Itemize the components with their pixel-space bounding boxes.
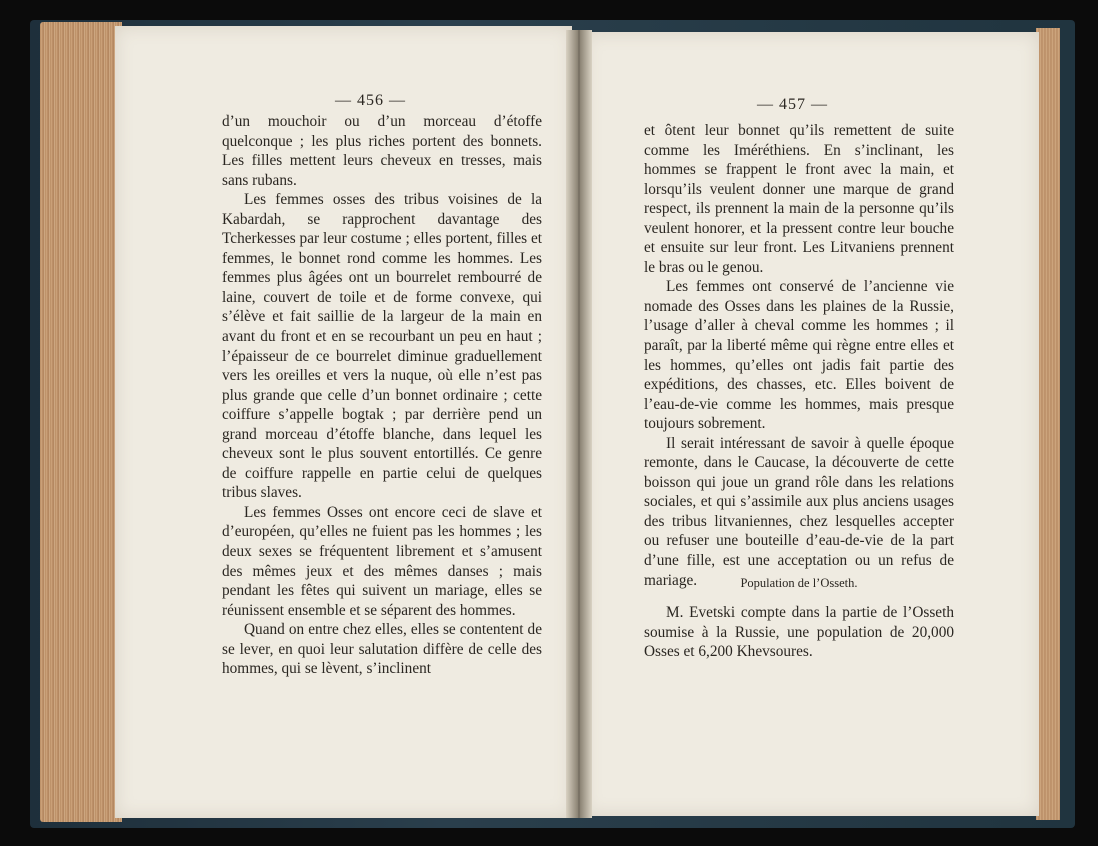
paragraph: M. Evetski compte dans la partie de l’Osseth soumise à la Russie, une population de 20,000 Osses et 6,200 Khevsoures.	[644, 604, 954, 661]
left-page-edges	[40, 22, 122, 822]
paragraph: Il serait intéressant de savoir à quelle époque remonte, dans le Caucase, la découverte de cette boisson qui joue un grand rôle dans les relations sociales, et qui s’assimile aux plus anciens usages des tribus litvaniennes, chez lesquelles accepter ou refuser une bouteille d’eau-de-vie de la part d’une fille, est une acceptation ou un refus de mariage.	[644, 434, 954, 589]
paragraph: et ôtent leur bonnet qu’ils remettent de suite comme les Iméréthiens. En s’inclinant, les hommes se frappent le front avec la main, et lorsqu’ils veulent donner une marque de grand respect, ils prennent la main de la personne qu’ils veulent honorer, et la pressent contre leur bouche et ensuite sur leur front. Les Litvaniens prennent le bras ou le genou.	[644, 122, 954, 276]
right-page-text	[644, 121, 954, 590]
section-body	[644, 603, 954, 662]
left-page-number: — 456 —	[335, 92, 406, 109]
paragraph: Quand on entre chez elles, elles se contentent de se lever, en quoi leur salutation diffère de celle des hommes, qui se lèvent, s’inclinent	[222, 621, 542, 678]
paragraph: Les femmes Osses ont encore ceci de slave et d’européen, qu’elles ne fuient pas les hommes ; les deux sexes se fréquentent librement et s’amusent des mêmes jeux et des mêmes danses ; mais pendant les fêtes qui suivent un mariage, elles se réunissent ensemble et se séparent des hommes.	[222, 503, 542, 619]
paragraph: d’un mouchoir ou d’un morceau d’étoffe quelconque ; les plus riches portent des bonnets. Les filles mettent leurs cheveux en tresses, mais sans rubans.	[222, 113, 542, 189]
right-page-edges	[1036, 28, 1060, 820]
book-gutter	[566, 30, 592, 818]
right-page-number: — 457 —	[757, 96, 828, 113]
paragraph: Les femmes ont conservé de l’ancienne vie nomade des Osses dans les plaines de la Russie, l’usage d’aller à cheval comme les hommes ; il paraît, par la liberté même qui règne entre elles et les hommes, qu’elles ont jadis fait partie des expéditions, des chasses, etc. Elles boivent de l’eau-de-vie comme les hommes, mais presque toujours sobrement.	[644, 278, 954, 433]
left-page-text	[222, 112, 542, 679]
section-heading: Population de l’Osseth.	[740, 576, 858, 590]
paragraph: Les femmes osses des tribus voisines de la Kabardah, se rapprochent davantage des Tcherkesses par leur costume ; elles portent, filles et femmes, le bonnet rond comme les hommes. Les femmes plus âgées ont un bourrelet rembourré de laine, couvert de toile et de forme convexe, qui s’élève et fait saillie de la largeur de la main en avant du front et en se recourbant un peu en haut ; l’épaisseur de ce bourrelet diminue graduellement vers les oreilles et vers la nuque, où elle n’est pas plus grande que celle d’un bonnet ordinaire ; cette coiffure s’appelle bogtak ; par derrière pend un grand morceau d’étoffe blanche, dans lequel les cheveux sont le plus souvent entortillés. Ce genre de coiffure rappelle en partie celui de quelques tribus slaves.	[222, 191, 542, 502]
